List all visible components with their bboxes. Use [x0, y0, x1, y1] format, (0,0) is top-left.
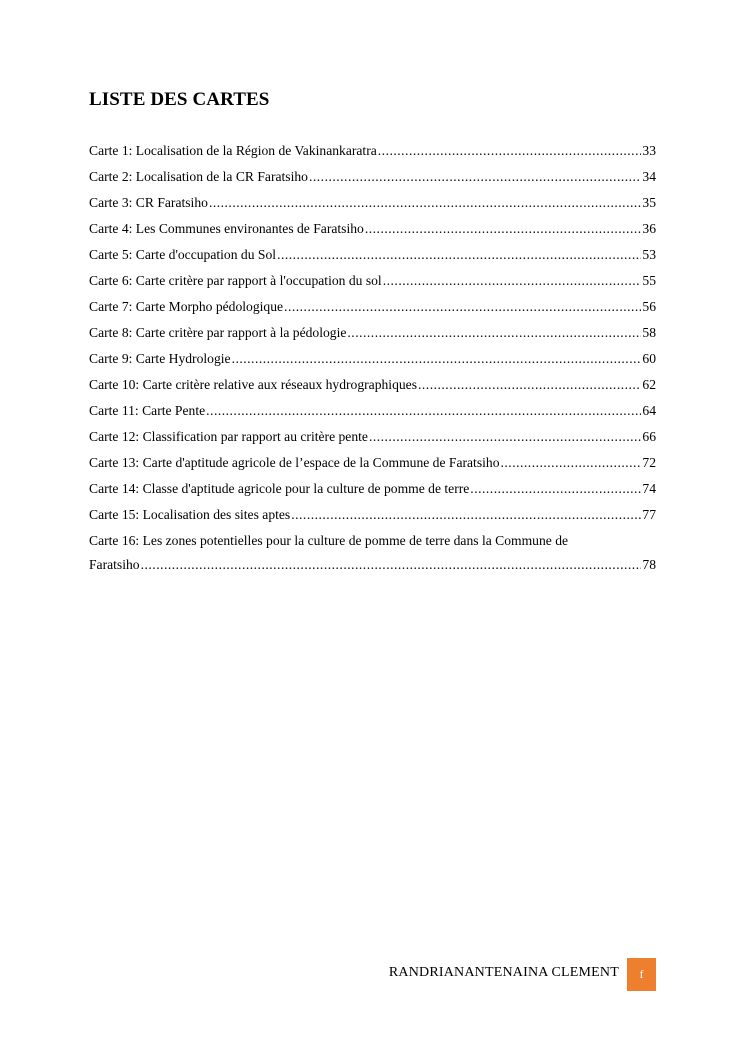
- leader-dots: [206, 402, 641, 420]
- leader-dots: [347, 324, 641, 342]
- toc-entry[interactable]: [89, 272, 656, 298]
- toc-entry-page: 58: [642, 325, 656, 340]
- toc-entry-page: 62: [642, 377, 656, 392]
- leader-dots: [470, 480, 641, 498]
- footer-author: RANDRIANANTENAINA CLEMENT: [388, 965, 619, 980]
- toc-entry-page: 33: [642, 143, 656, 158]
- toc-entry[interactable]: [89, 324, 656, 350]
- toc-entry[interactable]: [89, 350, 656, 376]
- leader-dots: [365, 220, 642, 238]
- toc-entry-label: Carte 12: Classification par rapport au critère pente: [89, 429, 368, 444]
- leader-dots: [284, 298, 641, 316]
- toc-entry-page: 78: [642, 557, 656, 572]
- toc-entry[interactable]: [89, 376, 656, 402]
- leader-dots: [141, 556, 642, 574]
- toc-entry-page: 74: [642, 481, 656, 496]
- leader-dots: [369, 428, 641, 446]
- toc-entry-label: Carte 8: Carte critère par rapport à la pédologie: [89, 325, 347, 340]
- page-title: LISTE DES CARTES: [89, 89, 270, 110]
- toc-entry-page: 53: [642, 247, 656, 262]
- toc-entry[interactable]: [89, 506, 656, 532]
- toc-entry-page: 34: [642, 169, 656, 184]
- toc-entry-label: Carte 13: Carte d'aptitude agricole de l’espace de la Commune de Faratsiho: [89, 455, 500, 470]
- toc-entry-label: Carte 10: Carte critère relative aux réseaux hydrographiques: [89, 377, 417, 392]
- toc-entry-label: Carte 6: Carte critère par rapport à l'occupation du sol: [89, 273, 382, 288]
- toc-entry[interactable]: [89, 402, 656, 428]
- leader-dots: [383, 272, 642, 290]
- toc-entry[interactable]: [89, 246, 656, 272]
- toc-entry-page: 55: [642, 273, 656, 288]
- leader-dots: [501, 454, 642, 472]
- toc-entry[interactable]: [89, 454, 656, 480]
- toc-entry-label: Carte 3: CR Faratsiho: [89, 195, 208, 210]
- toc-entry[interactable]: [89, 220, 656, 246]
- leader-dots: [291, 506, 641, 524]
- toc-entry[interactable]: [89, 298, 656, 324]
- toc-entry-page: 66: [642, 429, 656, 444]
- toc-entry[interactable]: [89, 194, 656, 220]
- leader-dots: [309, 168, 641, 186]
- leader-dots: [378, 142, 642, 160]
- toc-entry-page: 77: [642, 507, 656, 522]
- toc-entry-label: Carte 2: Localisation de la CR Faratsiho: [89, 169, 308, 184]
- list-of-maps: [89, 142, 656, 574]
- toc-entry[interactable]: [89, 480, 656, 506]
- toc-entry-page: 64: [642, 403, 656, 418]
- leader-dots: [277, 246, 641, 264]
- toc-entry-page: 35: [642, 195, 656, 210]
- toc-entry-label: Carte 15: Localisation des sites aptes: [89, 507, 291, 522]
- toc-entry-label: Carte 9: Carte Hydrologie: [89, 351, 231, 366]
- leader-dots: [418, 376, 641, 394]
- toc-entry-label: Carte 1: Localisation de la Région de Vakinankaratra: [89, 143, 377, 158]
- toc-entry[interactable]: [89, 168, 656, 194]
- toc-entry-label: Carte 7: Carte Morpho pédologique: [89, 299, 284, 314]
- toc-entry-page: 72: [642, 455, 656, 470]
- toc-entry-label: Carte 11: Carte Pente: [89, 403, 206, 418]
- toc-entry-label: Carte 4: Les Communes environantes de Faratsiho: [89, 221, 364, 236]
- toc-entry-label-line1: Carte 16: Les zones potentielles pour la culture de pomme de terre dans la Commune de: [89, 533, 569, 548]
- toc-entry-label: Carte 5: Carte d'occupation du Sol: [89, 247, 277, 262]
- toc-entry-page: 60: [642, 351, 656, 366]
- toc-entry[interactable]: [89, 428, 656, 454]
- page-number-badge: f: [627, 958, 656, 991]
- toc-entry-label-line2: Faratsiho: [89, 557, 140, 572]
- leader-dots: [209, 194, 641, 212]
- toc-entry-page: 36: [642, 221, 656, 236]
- toc-entry-label: Carte 14: Classe d'aptitude agricole pour la culture de pomme de terre: [89, 481, 470, 496]
- toc-entry[interactable]: [89, 142, 656, 168]
- leader-dots: [232, 350, 642, 368]
- toc-entry-page: 56: [642, 299, 656, 314]
- toc-entry[interactable]: [89, 532, 656, 574]
